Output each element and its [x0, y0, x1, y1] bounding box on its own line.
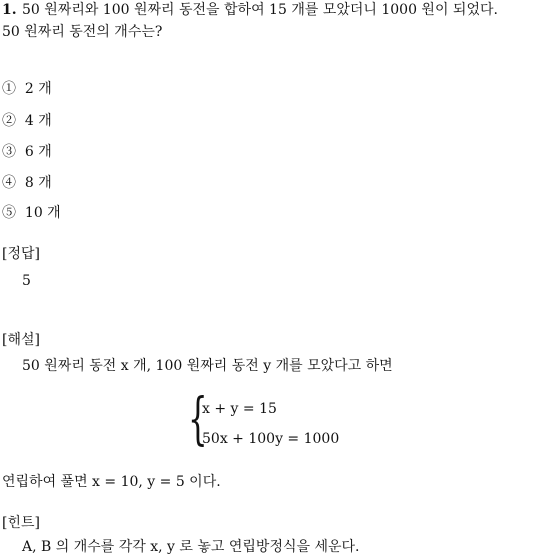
- option-text: 8 개: [24, 175, 52, 191]
- option-4[interactable]: [2, 174, 52, 192]
- option-2[interactable]: [2, 112, 52, 130]
- option-5[interactable]: [2, 204, 61, 222]
- option-marker: ④: [2, 175, 16, 191]
- option-marker: ②: [2, 113, 16, 129]
- option-text: 2 개: [24, 81, 52, 97]
- option-3[interactable]: [2, 143, 52, 161]
- option-marker: ⑤: [2, 205, 16, 221]
- answer-label: [정답]: [2, 246, 40, 262]
- option-1[interactable]: [2, 80, 52, 98]
- option-marker: ③: [2, 144, 16, 160]
- equation-1: x + y = 15: [202, 401, 277, 417]
- equation-system: [188, 387, 358, 452]
- question-number: 1.: [2, 2, 17, 18]
- option-text: 6 개: [24, 144, 52, 160]
- option-text: 10 개: [24, 205, 61, 221]
- option-marker: ①: [2, 81, 16, 97]
- equation-2: 50x + 100y = 1000: [202, 431, 340, 447]
- option-text: 4 개: [24, 113, 52, 129]
- question-text-line2: 50 원짜리 동전의 개수는?: [2, 24, 163, 40]
- question-text-line1: 50 원짜리와 100 원짜리 동전을 합하여 15 개를 모았더니 1000 원이 되었다.: [22, 2, 498, 18]
- left-brace: {: [188, 387, 208, 452]
- explanation-conclusion: 연립하여 풀면 x = 10, y = 5 이다.: [2, 474, 221, 490]
- hint-text: A, B 의 개수를 각각 x, y 로 놓고 연립방정식을 세운다.: [22, 539, 360, 555]
- hint-label: [힌트]: [2, 515, 40, 531]
- explanation-line1: 50 원짜리 동전 x 개, 100 원짜리 동전 y 개를 모았다고 하면: [22, 358, 393, 374]
- explanation-label: [해설]: [2, 332, 40, 348]
- answer-value: 5: [22, 273, 31, 289]
